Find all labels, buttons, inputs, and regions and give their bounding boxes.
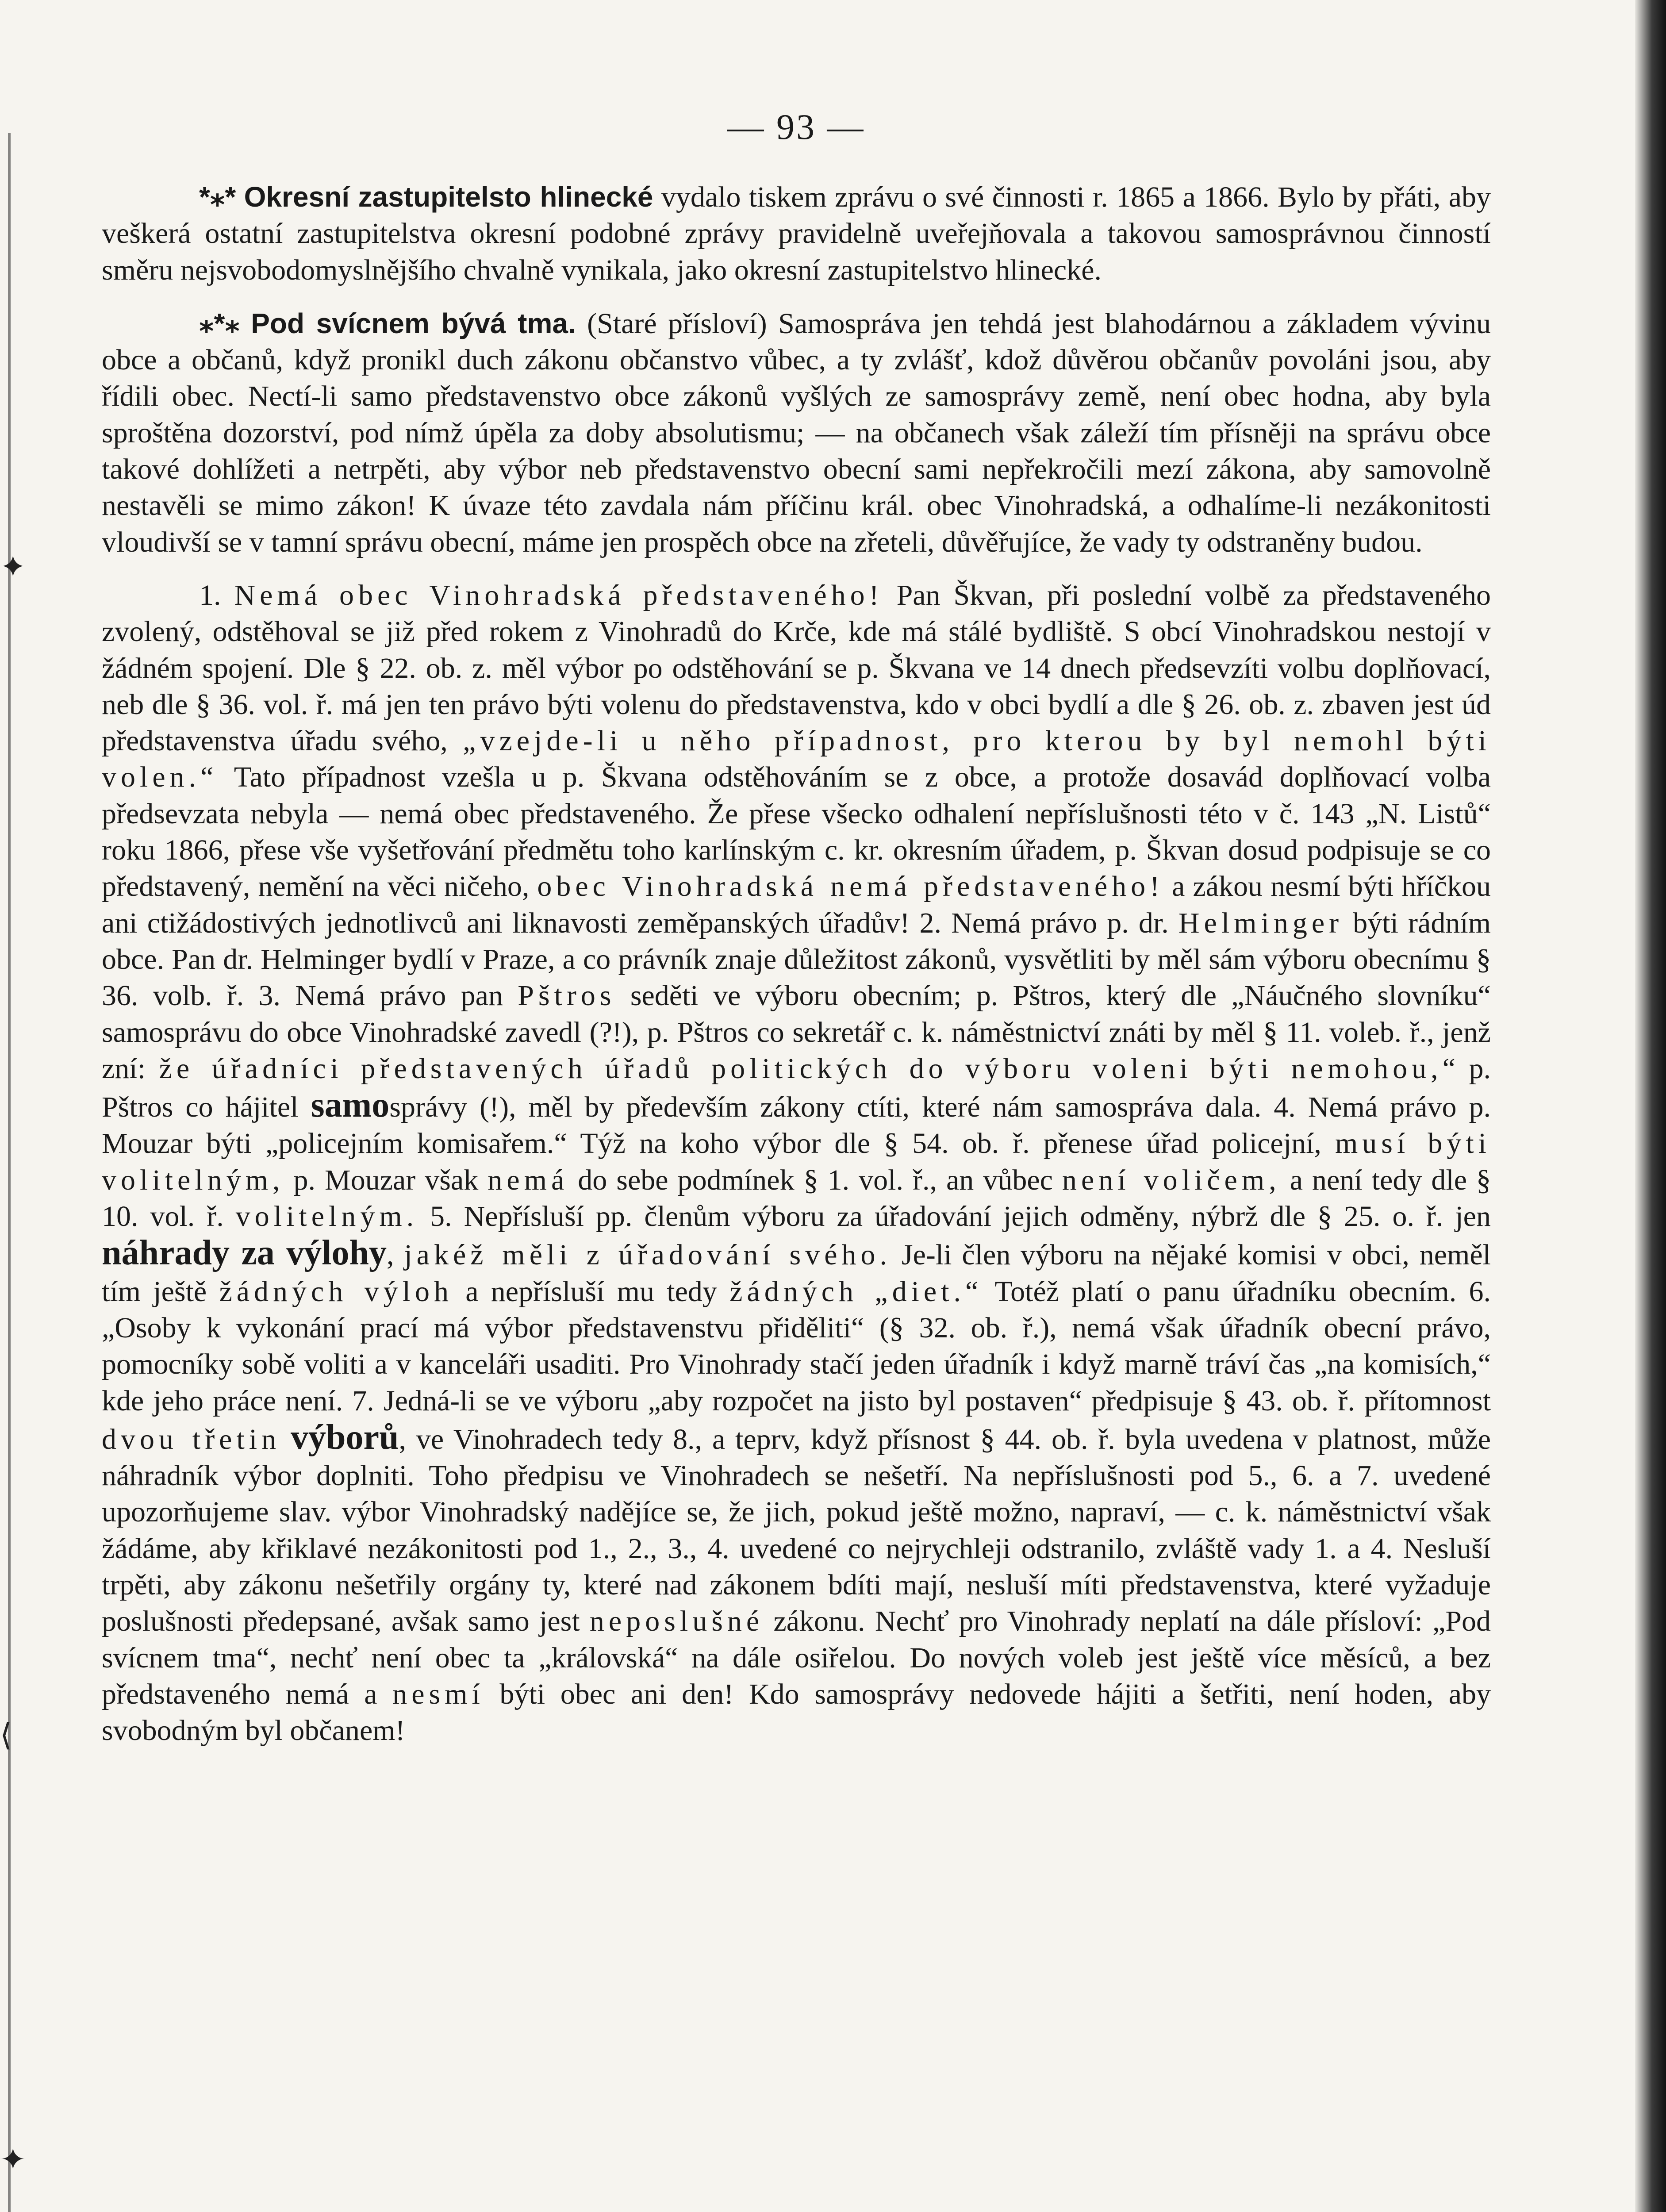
bold-run: náhrady za výlohy: [102, 1233, 387, 1273]
text-run: správy (!), měl by především zákony ctíti, které nám samospráva dala. 4. Nemá právo p. Mouzar býti „policejním komisařem.“ Týž na koho výbor dle § 54. ob. ř. přenese úřad policejní,: [102, 1091, 1491, 1160]
text-run: 5. Nepřísluší pp. členům výboru za úřadování jejich odměny, nýbrž dle § 25. o. ř. jen: [418, 1200, 1491, 1233]
margin-mark-1: ✦: [0, 549, 26, 585]
emphasis-run: dvou třetin: [102, 1423, 281, 1455]
section-heading: Okresní zastupitelsto hlinecké: [244, 181, 653, 213]
bold-run: samo: [311, 1086, 390, 1125]
emphasis-run: žádných výloh: [219, 1275, 453, 1308]
emphasis-run: Nemá obec Vinohradská představeného!: [234, 579, 883, 611]
text-run: [280, 1423, 291, 1455]
emphasis-run: nesmí: [392, 1678, 484, 1710]
emphasis-run: obec Vinohradská nemá představeného!: [537, 870, 1164, 903]
asterism: *⁎*: [199, 181, 236, 213]
emphasis-run: nemá: [488, 1164, 569, 1196]
scan-left-line: [8, 133, 11, 2212]
emphasis-run: že úřadníci představených úřadů politických do výboru voleni býti nemohou,: [159, 1052, 1443, 1085]
text-run: Je-li člen výboru na nějaké komisi v obci, neměl tím ještě: [102, 1239, 1491, 1308]
emphasis-run: neposlušné: [589, 1605, 764, 1638]
emphasis-run: Pštros: [518, 979, 616, 1012]
text-run: Tato případnost vzešla u p. Škvana odstěhováním se z obce, a protože dosavád doplňovací volba předsevzata nebyla — nemá obec představeného. Že přese všecko odhalení nepříslušnosti této v č. 143 „N. Listů“ roku 1866, přese vše vyšetřování předmětu toho karlínským c. kr. okresním úřadem, p. Škvan dosud podpisuje se co představený, nemění na věci ničeho,: [102, 761, 1491, 903]
emphasis-run: žádných „diet.“: [729, 1275, 983, 1308]
text-run: p. Mouzar však: [284, 1164, 488, 1196]
text-run: “ p. Pštros co hájitel: [102, 1052, 1491, 1124]
text-run: býti rádním obce. Pan dr. Helminger bydlí v Praze, a co právník znaje důležitost zákonů, vysvětliti by měl sám výboru obecnímu § 36. volb. ř. 3. Nemá právo pan: [102, 906, 1491, 1012]
asterism: ⁎*⁎: [199, 307, 240, 339]
section-heading: Pod svícnem bývá tma.: [251, 307, 576, 339]
text-run: a nepřísluší mu tedy: [453, 1275, 730, 1308]
emphasis-run: „vzejde-li u něho případnost, pro kterou by byl nemohl býti volen.“: [102, 725, 1491, 794]
section-okresni: [102, 179, 1491, 288]
text-run: zákonu. Nechť pro Vinohrady neplatí na dále přísloví: „Pod svícnem tma“, nechť není obec ta „královská“ na dále osiřelou. Do nových voleb jest ještě více měsíců, a bez představeného nemá a: [102, 1605, 1491, 1710]
text-run: 1.: [199, 579, 234, 611]
text-run: Pan Škvan, při poslední volbě za představeného zvolený, odstěhoval se již před rokem z Vinohradů do Krče, kde má stálé bydliště. S obcí Vinohradskou nestojí v žádném spojení. Dle § 22. ob. z. měl výbor po odstěhování se p. Škvana ve 14 dnech předsevzíti volbu doplňovací, neb dle § 36. vol. ř. má jen ten právo býti volenu do představenstva, kdo v obci bydlí a dle § 26. ob. z. zbaven jest úd představenstva úřadu svého,: [102, 579, 1491, 757]
emphasis-run: není voličem,: [1062, 1164, 1281, 1196]
emphasis-run: musí býti volitelným,: [102, 1127, 1491, 1196]
section-text: vydalo tiskem zprávu o své činnosti r. 1865 a 1866. Bylo by přáti, aby veškerá ostatní zastupitelstva okresní podobné zprávy pravidelně uveřejňovala a takovou samosprávnou činností směru nejsvobodomyslnějšího chvalně vynikala, jako okresní zastupitelstvo hlinecké.: [102, 181, 1491, 286]
text-run: do sebe podmínek § 1. vol. ř., an vůbec: [568, 1164, 1062, 1196]
text-run: a zákou nesmí býti hříčkou ani ctižádostivých jednotlivců ani liknavosti zeměpanských úřadův! 2. Nemá právo p. dr.: [102, 870, 1491, 939]
document-page: [102, 106, 1491, 1749]
text-run: seděti ve výboru obecním; p. Pštros, který dle „Náučného slovníku“ samosprávu do obce Vinohradské zavedl (?!), p. Pštros co sekretář c. k. náměstnictví znáti by měl § 11. voleb. ř., jenž zní:: [102, 979, 1491, 1085]
text-run: , ve Vinohradech tedy 8., a teprv, když přísnost § 44. ob. ř. byla uvedena v platnost, může náhradník výbor doplniti. Toho předpisu ve Vinohradech se nešetří. Na nepříslušnosti pod 5., 6. a 7. uvedené upozorňujeme slav. výbor Vinohradský nadějíce se, že jich, pokud ještě možno, napraví, — c. k. náměstnictví však žádáme, aby křiklavé nezákonitosti pod 1., 2., 3., 4. uvedené co nejrychleji odstranilo, zvláště vady 1. a 4. Nesluší trpěti, aby zákonu nešetřily orgány ty, které nad zákonem bdíti mají, nesluší míti představenstva, které vyžaduje poslušnosti předepsané, avšak samo jest: [102, 1423, 1491, 1638]
page-number: — 93 —: [727, 107, 865, 147]
text-run: býti obec ani den! Kdo samosprávy nedovede hájiti a šetřiti, není hoden, aby svobodným byl občanem!: [102, 1678, 1491, 1747]
emphasis-run: Helminger: [1178, 906, 1344, 939]
bold-run: výborů: [291, 1417, 399, 1457]
margin-mark-2: ⟨: [0, 1717, 12, 1753]
emphasis-run: volitelným.: [235, 1200, 418, 1233]
text-run: Totéž platí o panu úřadníku obecním. 6. „Osoby k vykonání prací má výbor představenstvu přiděliti“ (§ 32. ob. ř.), nemá však úřadník obecní právo, pomocníky sobě voliti a v kanceláři usaditi. Pro Vinohrady stačí jeden úřadník i když marně tráví čas „na komisích,“ kde jeho práce není. 7. Jedná-li se ve výboru „aby rozpočet na jisto byl postaven“ předpisuje § 43. ob. ř. přítomnost: [102, 1275, 1491, 1417]
text-run: a není tedy dle § 10. vol. ř.: [102, 1164, 1491, 1233]
text-run: ,: [386, 1239, 404, 1271]
section-text: (Staré přísloví) Samospráva jen tehdá jest blahodárnou a základem vývinu obce a občanů, když pronikl duch zákonu občanstvo vůbec, a ty zvlášť, kdož důvěrou občanův povoláni jsou, aby řídili obec. Nectí-li samo představenstvo obce zákonů vyšlých ze samosprávy země, není obec hodna, aby byla sproštěna dozorství, pod nímž úpěla za doby absolutismu; — na občanech však záleží tím přísněji na správu obce takové dohlížeti a netrpěti, aby výbor neb představenstvo obecní sami nepřekročili mezí zákona, aby samovolně nestavěli se mimo zákon! K úvaze této zavdala nám příčinu král. obec Vinohradská, a odhalíme-li nezákonitosti vloudivší se v tamní správu obecní, máme jen prospěch obce na zřeteli, důvěřujíce, že vady ty odstraněny budou.: [102, 307, 1491, 558]
section-pod-svicnem: [102, 305, 1491, 561]
scan-right-edge: [1635, 0, 1666, 2212]
main-paragraph: [102, 577, 1491, 1749]
emphasis-run: jakéž měli z úřadování svého.: [404, 1239, 892, 1271]
margin-mark-3: ✦: [0, 2141, 26, 2177]
